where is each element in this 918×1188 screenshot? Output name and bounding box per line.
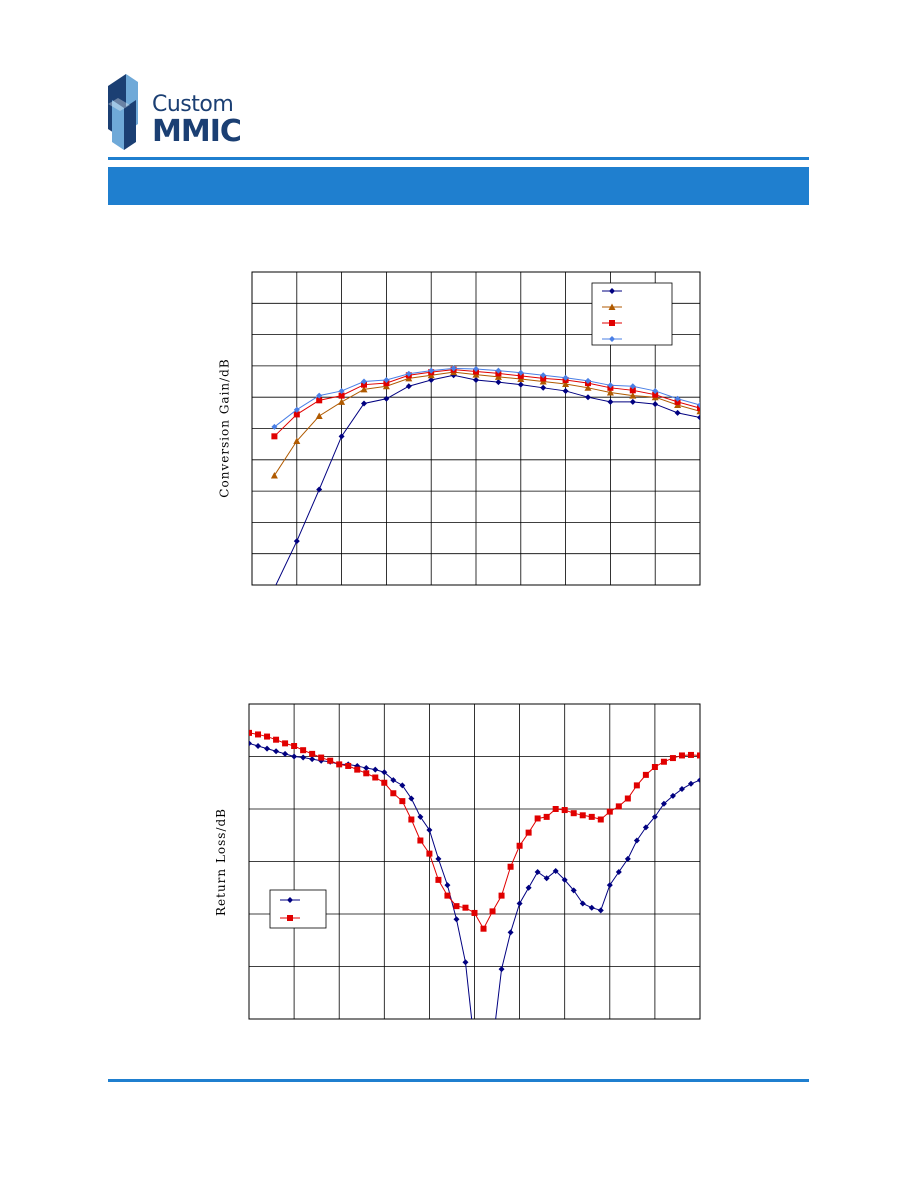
legend: [592, 283, 672, 345]
series-4: [271, 365, 703, 430]
series-2-point: [338, 398, 345, 405]
series-1-point: [294, 538, 300, 544]
series-1-point: [473, 377, 479, 383]
series-1-point: [585, 394, 591, 400]
series-1-point: [518, 382, 524, 388]
series-1-point: [563, 388, 569, 394]
return-loss-axis-title: Return Loss/dB: [214, 807, 229, 917]
series-2: [271, 369, 704, 479]
series-3-point: [271, 433, 277, 439]
legend-marker-3: [609, 320, 615, 326]
series-1-point: [316, 487, 322, 493]
series-1-point: [383, 396, 389, 402]
series-1-line: [274, 375, 700, 588]
legend-box: [592, 283, 672, 345]
series-1-point: [271, 585, 277, 591]
series-3-line: [274, 370, 700, 437]
series-1-point: [406, 383, 412, 389]
logo-wordmark-line2: MMIC: [152, 114, 241, 149]
series-1-point: [630, 399, 636, 405]
series-1-point: [540, 385, 546, 391]
conversion-gain-axis-title: Conversion Gain/dB: [217, 358, 232, 498]
logo-wordmark-line1: Custom: [152, 92, 234, 117]
series-1-point: [339, 433, 345, 439]
series-1-point: [675, 410, 681, 416]
series-3-point: [0, 418, 6, 424]
series-2-point: [271, 472, 278, 479]
series-1-point: [652, 401, 658, 407]
series-1-point: [607, 399, 613, 405]
series-1-point: [361, 400, 367, 406]
series-1-point: [495, 379, 501, 385]
series-1-point: [697, 415, 703, 421]
series-4-line: [274, 368, 700, 427]
series-2-point: [316, 412, 323, 419]
